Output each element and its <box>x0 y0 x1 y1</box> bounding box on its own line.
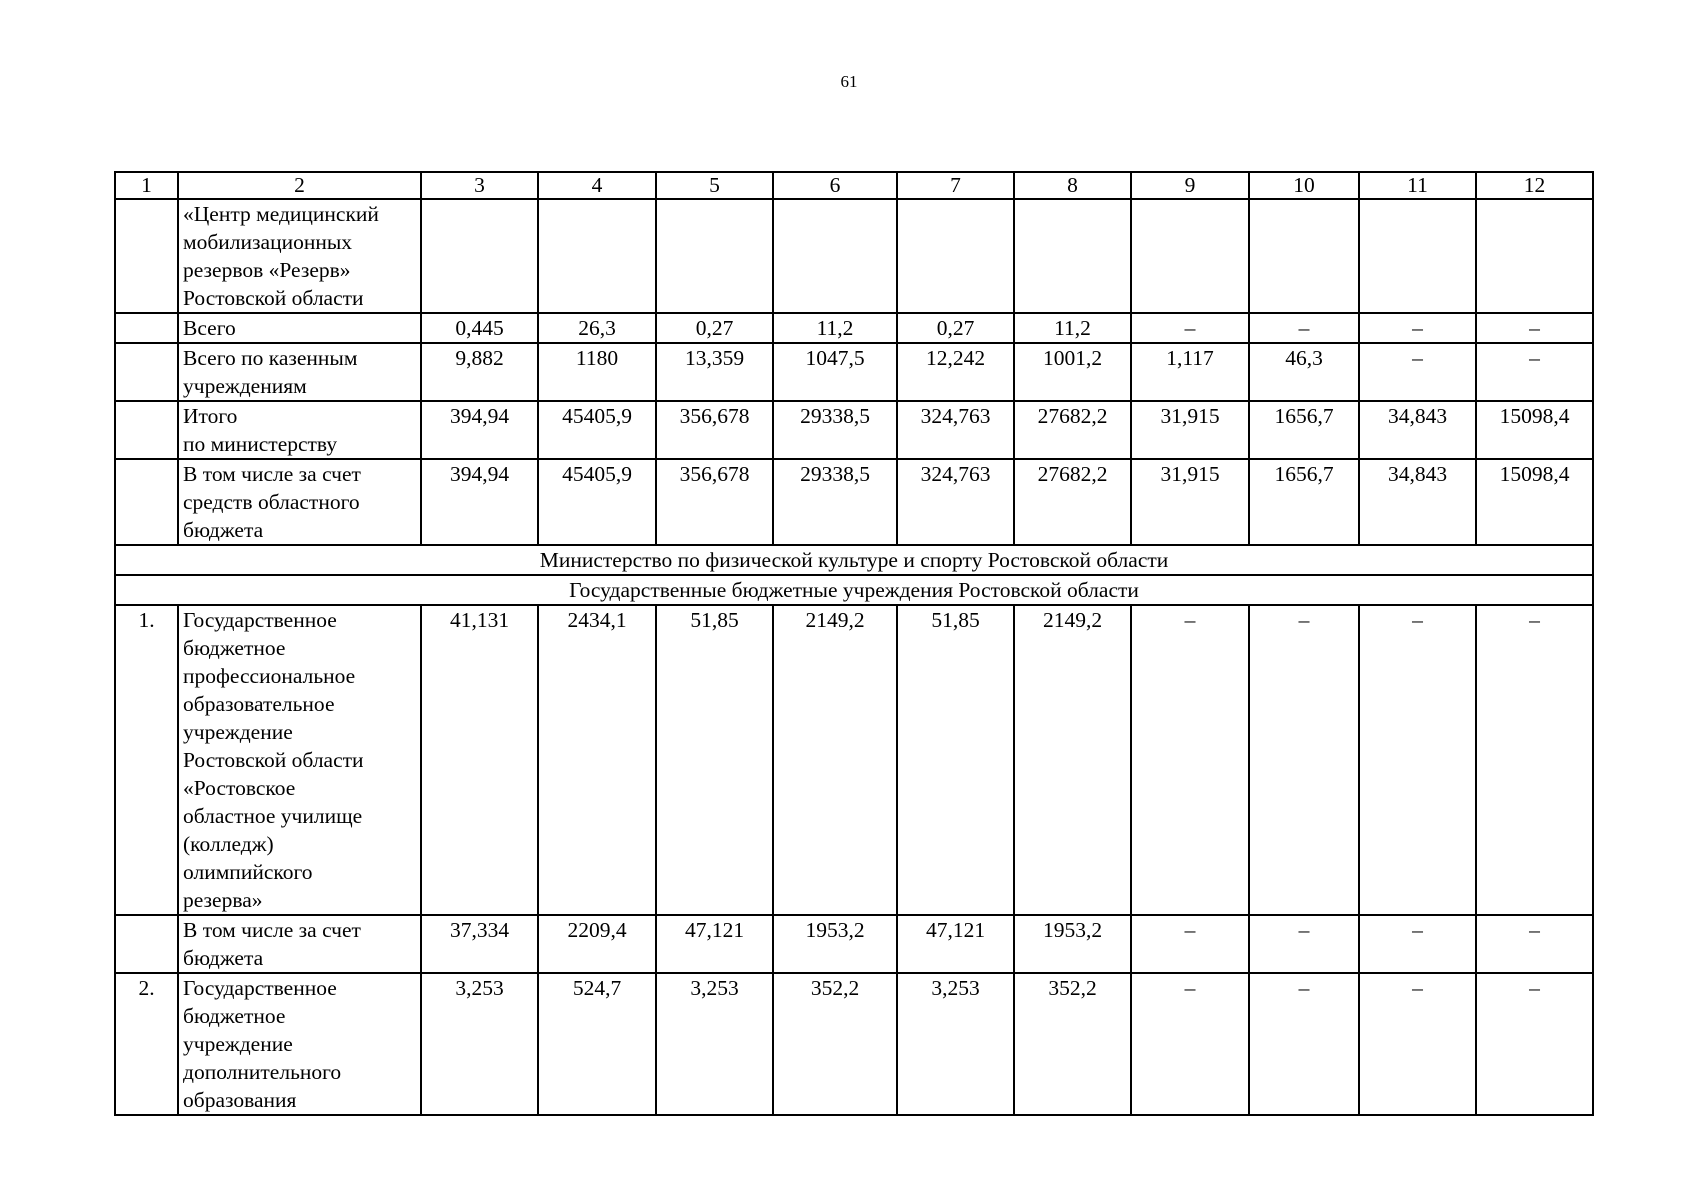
row-label-cell <box>178 605 421 915</box>
cell-text: 46,3 <box>1285 346 1323 370</box>
value-cell <box>538 343 656 401</box>
column-header: 2 <box>178 172 421 199</box>
row-label-cell <box>178 313 421 343</box>
value-cell <box>656 313 773 343</box>
value-cell <box>1249 313 1359 343</box>
cell-text: 2149,2 <box>1042 608 1103 632</box>
cell-text: Итого по министерству <box>183 404 338 456</box>
cell-text: 41,131 <box>449 608 510 632</box>
cell-text: 31,915 <box>1160 404 1220 428</box>
column-header: 7 <box>897 172 1014 199</box>
cell-text: 11,2 <box>816 316 854 340</box>
value-cell <box>1014 199 1131 313</box>
cell-text: 1656,7 <box>1274 462 1334 486</box>
value-cell <box>1014 915 1131 973</box>
value-cell <box>773 973 897 1115</box>
row-number-cell <box>115 199 178 313</box>
column-header: 12 <box>1476 172 1593 199</box>
value-cell <box>538 401 656 459</box>
cell-text: 1,117 <box>1166 346 1214 370</box>
cell-text: 1001,2 <box>1042 346 1103 370</box>
value-cell <box>773 459 897 545</box>
row-label-cell <box>178 199 421 313</box>
value-cell <box>1131 343 1249 401</box>
value-cell <box>538 459 656 545</box>
row-label-cell <box>178 343 421 401</box>
value-cell <box>1476 343 1593 401</box>
cell-text: – <box>1412 346 1423 370</box>
cell-text: 0,445 <box>455 316 504 340</box>
value-cell <box>1476 459 1593 545</box>
cell-text: 524,7 <box>572 976 622 1000</box>
value-cell <box>1359 605 1476 915</box>
value-cell <box>897 343 1014 401</box>
value-cell <box>1131 313 1249 343</box>
cell-text: – <box>1184 976 1196 1000</box>
table-row <box>115 343 1593 401</box>
value-cell <box>1359 199 1476 313</box>
cell-text: 26,3 <box>578 316 616 340</box>
cell-text: 29338,5 <box>800 404 870 428</box>
cell-text: – <box>1412 976 1423 1000</box>
row-number-cell <box>115 343 178 401</box>
cell-text: 51,85 <box>931 608 980 632</box>
value-cell <box>656 973 773 1115</box>
cell-text: Всего <box>183 316 236 340</box>
row-label-cell <box>178 973 421 1115</box>
value-cell <box>656 199 773 313</box>
value-cell <box>1249 199 1359 313</box>
cell-text: 3,253 <box>690 976 739 1000</box>
value-cell <box>656 459 773 545</box>
cell-text: 1656,7 <box>1274 404 1334 428</box>
value-cell <box>538 199 656 313</box>
page-number: 61 <box>840 72 858 91</box>
value-cell <box>1249 973 1359 1115</box>
value-cell <box>1476 199 1593 313</box>
cell-text: 0,27 <box>936 316 975 340</box>
value-cell <box>538 313 656 343</box>
value-cell <box>1249 343 1359 401</box>
cell-text: 45405,9 <box>562 462 632 486</box>
cell-text: – <box>1529 316 1540 340</box>
value-cell <box>1476 915 1593 973</box>
cell-text: 1047,5 <box>805 346 865 370</box>
value-cell <box>421 343 538 401</box>
value-cell <box>1359 459 1476 545</box>
value-cell <box>1359 915 1476 973</box>
row-number-cell <box>115 605 178 915</box>
column-header: 8 <box>1014 172 1131 199</box>
column-header: 10 <box>1249 172 1359 199</box>
cell-text: 29338,5 <box>800 462 870 486</box>
value-cell <box>897 605 1014 915</box>
cell-text: 45405,9 <box>562 404 632 428</box>
value-cell <box>773 199 897 313</box>
value-cell <box>1359 401 1476 459</box>
cell-text: – <box>1184 918 1196 942</box>
value-cell <box>1131 915 1249 973</box>
cell-text: 1953,2 <box>805 918 865 942</box>
cell-text: 3,253 <box>931 976 980 1000</box>
value-cell <box>1476 401 1593 459</box>
cell-text: 2. <box>138 976 155 1000</box>
cell-text: 11,2 <box>1054 316 1091 340</box>
value-cell <box>1014 313 1131 343</box>
cell-text: 324,763 <box>920 404 991 428</box>
row-number-cell <box>115 313 178 343</box>
cell-text: 37,334 <box>449 918 510 942</box>
row-label-cell <box>178 459 421 545</box>
column-header: 6 <box>773 172 897 199</box>
value-cell <box>1476 973 1593 1115</box>
value-cell <box>656 605 773 915</box>
value-cell <box>773 915 897 973</box>
cell-text: 9,882 <box>455 346 504 370</box>
cell-text: 47,121 <box>684 918 745 942</box>
cell-text: – <box>1412 918 1423 942</box>
cell-text: В том числе за счет бюджета <box>183 918 361 970</box>
value-cell <box>421 401 538 459</box>
cell-text: – <box>1412 316 1423 340</box>
value-cell <box>1359 313 1476 343</box>
value-cell <box>1014 401 1131 459</box>
value-cell <box>538 605 656 915</box>
row-number-cell <box>115 401 178 459</box>
cell-text: Государственное бюджетное профессиональное образовательное учреждение Ростовской области «Ростовское областное училище (колледж) олимпийского резерва» <box>183 608 364 912</box>
cell-text: – <box>1298 608 1310 632</box>
value-cell <box>897 973 1014 1115</box>
value-cell <box>421 459 538 545</box>
column-header: 3 <box>421 172 538 199</box>
row-number-cell <box>115 459 178 545</box>
value-cell <box>656 915 773 973</box>
value-cell <box>656 401 773 459</box>
value-cell <box>897 199 1014 313</box>
value-cell <box>1014 973 1131 1115</box>
cell-text: «Центр медицинский мобилизационных резервов «Резерв» Ростовской области <box>183 202 379 310</box>
column-header: 5 <box>656 172 773 199</box>
value-cell <box>897 313 1014 343</box>
cell-text: 27682,2 <box>1037 462 1108 486</box>
cell-text: 1180 <box>575 346 619 370</box>
cell-text: 394,94 <box>449 462 510 486</box>
value-cell <box>1131 199 1249 313</box>
cell-text: 1. <box>138 608 155 632</box>
value-cell <box>1014 605 1131 915</box>
row-number-cell <box>115 915 178 973</box>
value-cell <box>1249 401 1359 459</box>
value-cell <box>1476 313 1593 343</box>
cell-text: – <box>1298 918 1310 942</box>
column-header: 11 <box>1359 172 1476 199</box>
cell-text: 2434,1 <box>567 608 627 632</box>
cell-text: 34,843 <box>1387 404 1448 428</box>
value-cell <box>421 313 538 343</box>
cell-text: 15098,4 <box>1499 462 1570 486</box>
table-row <box>115 605 1593 915</box>
cell-text: 15098,4 <box>1499 404 1570 428</box>
cell-text: 394,94 <box>449 404 510 428</box>
section-title: Государственные бюджетные учреждения Ростовской области <box>115 575 1593 605</box>
value-cell <box>1131 401 1249 459</box>
cell-text: – <box>1184 316 1196 340</box>
value-cell <box>1014 459 1131 545</box>
table-row <box>115 401 1593 459</box>
section-row <box>115 575 1593 605</box>
cell-text: – <box>1298 976 1310 1000</box>
value-cell <box>1476 605 1593 915</box>
value-cell <box>1131 973 1249 1115</box>
value-cell <box>773 343 897 401</box>
cell-text: – <box>1529 346 1540 370</box>
cell-text: Всего по казенным учреждениям <box>183 346 358 398</box>
value-cell <box>421 915 538 973</box>
cell-text: – <box>1529 918 1540 942</box>
cell-text: 13,359 <box>684 346 745 370</box>
cell-text: 2149,2 <box>805 608 865 632</box>
table-header-row <box>115 172 1593 199</box>
table-row <box>115 915 1593 973</box>
cell-text: 2209,4 <box>567 918 627 942</box>
cell-text: 324,763 <box>920 462 991 486</box>
cell-text: – <box>1298 316 1310 340</box>
cell-text: 352,2 <box>1048 976 1097 1000</box>
section-row <box>115 545 1593 575</box>
value-cell <box>1014 343 1131 401</box>
value-cell <box>897 459 1014 545</box>
value-cell <box>421 973 538 1115</box>
section-title: Министерство по физической культуре и спорту Ростовской области <box>115 545 1593 575</box>
table-row <box>115 199 1593 313</box>
value-cell <box>1249 459 1359 545</box>
row-label-cell <box>178 401 421 459</box>
value-cell <box>1359 343 1476 401</box>
row-label-cell <box>178 915 421 973</box>
value-cell <box>1249 605 1359 915</box>
cell-text: 352,2 <box>810 976 860 1000</box>
value-cell <box>1359 973 1476 1115</box>
value-cell <box>897 401 1014 459</box>
cell-text: – <box>1184 608 1196 632</box>
value-cell <box>421 199 538 313</box>
cell-text: 3,253 <box>455 976 504 1000</box>
cell-text: 47,121 <box>925 918 986 942</box>
value-cell <box>1131 459 1249 545</box>
column-header: 1 <box>115 172 178 199</box>
table-row <box>115 313 1593 343</box>
cell-text: 0,27 <box>695 316 734 340</box>
value-cell <box>421 605 538 915</box>
table-row <box>115 973 1593 1115</box>
cell-text: Государственное бюджетное учреждение дополнительного образования <box>183 976 342 1112</box>
value-cell <box>538 915 656 973</box>
column-header: 9 <box>1131 172 1249 199</box>
cell-text: В том числе за счет средств областного бюджета <box>183 462 361 542</box>
value-cell <box>773 401 897 459</box>
value-cell <box>538 973 656 1115</box>
value-cell <box>1249 915 1359 973</box>
row-number-cell <box>115 973 178 1115</box>
value-cell <box>1131 605 1249 915</box>
table-row <box>115 459 1593 545</box>
cell-text: 1953,2 <box>1042 918 1103 942</box>
column-header: 4 <box>538 172 656 199</box>
cell-text: 12,242 <box>925 346 986 370</box>
cell-text: 356,678 <box>679 462 750 486</box>
value-cell <box>773 605 897 915</box>
cell-text: – <box>1529 976 1540 1000</box>
value-cell <box>773 313 897 343</box>
cell-text: 34,843 <box>1387 462 1448 486</box>
cell-text: – <box>1412 608 1423 632</box>
value-cell <box>656 343 773 401</box>
value-cell <box>897 915 1014 973</box>
cell-text: 27682,2 <box>1037 404 1108 428</box>
cell-text: 356,678 <box>679 404 750 428</box>
cell-text: 31,915 <box>1160 462 1220 486</box>
cell-text: 51,85 <box>690 608 739 632</box>
cell-text: – <box>1529 608 1540 632</box>
data-table <box>114 171 1594 1116</box>
